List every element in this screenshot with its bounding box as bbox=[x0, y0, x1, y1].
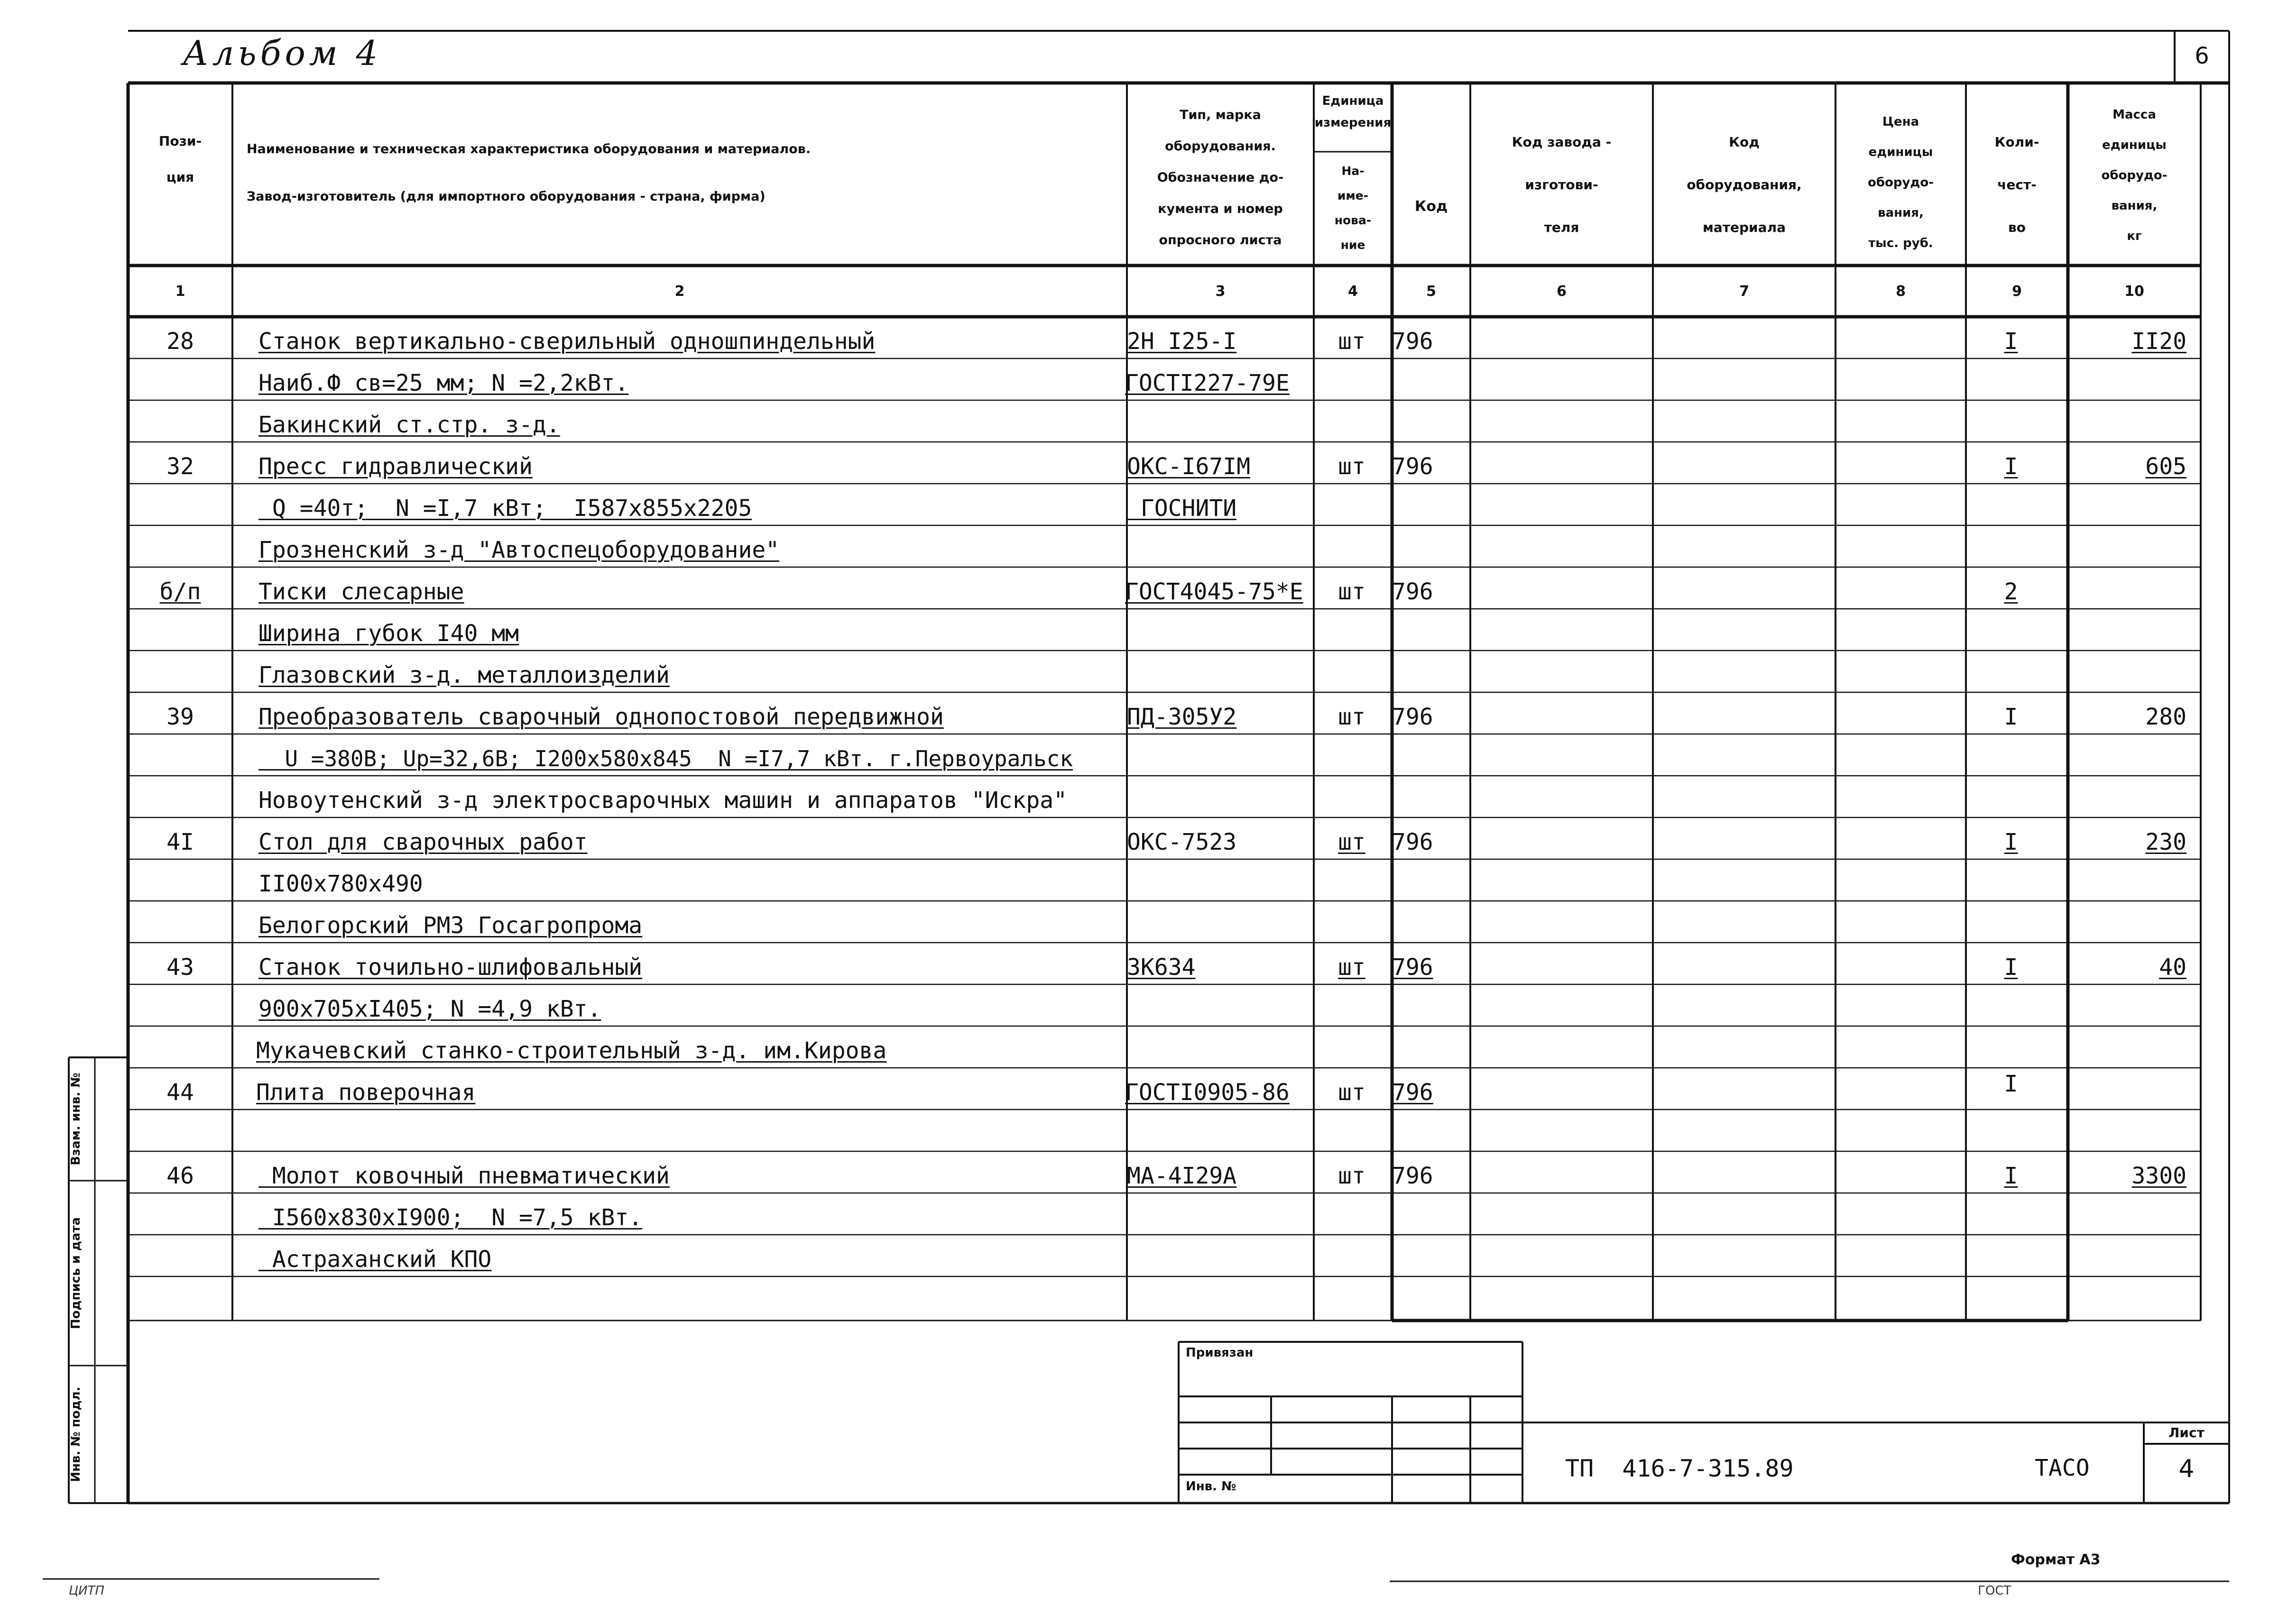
header-type: Тип, марка оборудования. Обозначение до- кумента и номер опросного листа bbox=[1157, 108, 1284, 248]
row-quantity: I bbox=[2004, 954, 2018, 981]
corner-page-number: 6 bbox=[2195, 43, 2209, 69]
table-row bbox=[0, 1151, 2269, 1193]
side-stamp-podpis: Подпись и дата bbox=[69, 1217, 83, 1330]
table-row bbox=[0, 484, 2269, 525]
row-type: 2Н I25-I bbox=[1127, 328, 1237, 355]
header-unit-name: На- име- нова- ние bbox=[1334, 164, 1372, 252]
row-name: Стол для сварочных работ bbox=[258, 829, 588, 855]
row-quantity: I bbox=[2004, 453, 2018, 480]
table-row bbox=[0, 525, 2269, 567]
column-number: 1 bbox=[175, 283, 185, 300]
row-name: Наиб.Ф св=25 мм; N =2,2кВт. bbox=[258, 370, 629, 396]
table-row bbox=[0, 317, 2269, 358]
row-name: Станок точильно-шлифовальный bbox=[258, 954, 643, 981]
column-number: 6 bbox=[1557, 283, 1567, 300]
table-row bbox=[0, 901, 2269, 943]
header-price: Цена единицы оборудо- вания, тыс. руб. bbox=[1867, 115, 1934, 250]
row-unit: шт bbox=[1338, 1079, 1365, 1106]
header-equipment-code: Код оборудования, материала bbox=[1687, 134, 1802, 235]
row-unit-code: 796 bbox=[1392, 954, 1433, 981]
row-unit: шт bbox=[1338, 1163, 1365, 1189]
header-manufacturer-code: Код завода - изготови- теля bbox=[1512, 134, 1612, 235]
table-row bbox=[0, 609, 2269, 651]
column-number: 5 bbox=[1426, 283, 1436, 300]
footer-right-stamp: ГОСТ bbox=[1978, 1584, 2011, 1598]
row-mass: 40 bbox=[2159, 954, 2186, 981]
row-mass: 3300 bbox=[2131, 1163, 2186, 1189]
table-row bbox=[0, 1026, 2269, 1068]
header-position: Пози- ция bbox=[158, 133, 202, 185]
row-name: I560х830хI900; N =7,5 кВт. bbox=[258, 1204, 643, 1231]
row-name: Q =40т; N =I,7 кВт; I587х855х2205 bbox=[258, 495, 752, 522]
row-unit: шт bbox=[1338, 954, 1365, 981]
row-unit-code: 796 bbox=[1392, 1079, 1433, 1106]
row-position: б/п bbox=[159, 578, 201, 605]
row-position: 28 bbox=[166, 328, 194, 355]
table-row bbox=[0, 1193, 2269, 1235]
table-row bbox=[0, 943, 2269, 984]
row-name: Станок вертикально-сверильный одношпиндельный bbox=[258, 328, 876, 355]
table-row bbox=[0, 358, 2269, 400]
row-mass: 605 bbox=[2145, 453, 2186, 480]
column-number: 2 bbox=[674, 283, 685, 300]
row-name: II00х780х490 bbox=[258, 871, 423, 897]
row-name: U =380В; Uр=32,6В; I200х580х845 N =I7,7 кВт. г.Первоуральск bbox=[258, 746, 1073, 771]
row-unit: шт bbox=[1338, 829, 1365, 855]
row-position: 44 bbox=[166, 1079, 194, 1106]
column-number: 3 bbox=[1215, 283, 1226, 300]
row-type: ГОСНИТИ bbox=[1127, 495, 1237, 522]
row-name: Бакинский ст.стр. з-д. bbox=[258, 412, 560, 438]
side-stamp-inv-podl: Инв. № подл. bbox=[69, 1386, 83, 1482]
row-unit: шт bbox=[1338, 704, 1365, 730]
row-name: Астраханский КПО bbox=[258, 1246, 492, 1273]
row-position: 43 bbox=[166, 954, 194, 981]
table-row bbox=[0, 984, 2269, 1026]
row-type: МА-4I29А bbox=[1127, 1163, 1237, 1189]
row-type: ГОСТI0905-86 bbox=[1125, 1079, 1290, 1106]
row-quantity: I bbox=[2004, 1071, 2018, 1097]
title-block-privyazan: Привязан bbox=[1186, 1346, 1254, 1360]
table-row bbox=[0, 400, 2269, 442]
row-mass: II20 bbox=[2131, 328, 2186, 355]
row-name: Тиски слесарные bbox=[258, 578, 464, 605]
row-type: ГОСТ4045-75*Е bbox=[1125, 578, 1303, 605]
row-position: 46 bbox=[166, 1163, 194, 1189]
row-quantity: I bbox=[2004, 829, 2018, 855]
row-unit: шт bbox=[1338, 328, 1365, 355]
column-number: 10 bbox=[2124, 283, 2144, 300]
row-quantity: I bbox=[2004, 704, 2018, 730]
row-name: Пресс гидравлический bbox=[258, 453, 533, 480]
format-label: Формат А3 bbox=[2011, 1551, 2101, 1568]
row-type: ОКС-7523 bbox=[1127, 829, 1237, 855]
row-position: 32 bbox=[166, 453, 194, 480]
table-row bbox=[0, 442, 2269, 484]
table-row bbox=[0, 692, 2269, 734]
row-unit-code: 796 bbox=[1392, 704, 1433, 730]
table-row bbox=[0, 776, 2269, 817]
row-name: Глазовский з-д. металлоизделий bbox=[258, 662, 670, 688]
header-name: Наименование и техническая характеристика оборудования и материалов. Завод-изготовитель (для импортного оборудования - страна, фирма) bbox=[247, 142, 811, 204]
row-type: 3К634 bbox=[1127, 954, 1196, 981]
row-quantity: 2 bbox=[2004, 578, 2018, 605]
row-type: ПД-305У2 bbox=[1127, 704, 1237, 730]
row-type: ГОСТI227-79Е bbox=[1125, 370, 1290, 396]
row-position: 4I bbox=[166, 829, 194, 855]
table-row bbox=[0, 1068, 2269, 1110]
title-block-inv-no: Инв. № bbox=[1186, 1479, 1236, 1494]
sheet-label: Лист bbox=[2168, 1425, 2204, 1440]
header-unit-group: Единица измерения bbox=[1314, 94, 1392, 130]
table-row bbox=[0, 651, 2269, 692]
row-name: 900х705хI405; N =4,9 кВт. bbox=[258, 996, 601, 1022]
row-name: Ширина губок I40 мм bbox=[258, 620, 519, 647]
table-row bbox=[0, 567, 2269, 609]
side-stamp-vzam: Взам. инв. № bbox=[69, 1073, 83, 1165]
row-name: Грозненский з-д "Автоспецоборудование" bbox=[258, 537, 780, 563]
row-position: 39 bbox=[166, 704, 194, 730]
table-row bbox=[0, 734, 2269, 776]
row-unit-code: 796 bbox=[1392, 578, 1433, 605]
row-name: Белогорский РМЗ Госагропрома bbox=[258, 912, 643, 939]
column-number: 4 bbox=[1348, 283, 1358, 300]
row-unit: шт bbox=[1338, 453, 1365, 480]
row-unit-code: 796 bbox=[1392, 453, 1433, 480]
section-code: ТАСО bbox=[2035, 1455, 2090, 1481]
row-name: Молот ковочный пневматический bbox=[258, 1163, 670, 1189]
album-label: Альбом 4 bbox=[183, 33, 382, 73]
row-quantity: I bbox=[2004, 1163, 2018, 1189]
table-row bbox=[0, 817, 2269, 859]
row-mass: 280 bbox=[2145, 704, 2186, 730]
row-unit-code: 796 bbox=[1392, 328, 1433, 355]
header-quantity: Коли- чест- во bbox=[1994, 134, 2039, 235]
row-unit: шт bbox=[1338, 578, 1365, 605]
footer-left-stamp: ЦИТП bbox=[69, 1584, 105, 1598]
sheet-number: 4 bbox=[2178, 1455, 2195, 1483]
document-code: ТП 416-7-315.89 bbox=[1565, 1455, 1794, 1482]
row-unit-code: 796 bbox=[1392, 1163, 1433, 1189]
table-row bbox=[0, 1110, 2269, 1151]
column-number: 9 bbox=[2012, 283, 2022, 300]
row-mass: 230 bbox=[2145, 829, 2186, 855]
table-row bbox=[0, 1235, 2269, 1276]
header-unit-code: Код bbox=[1414, 198, 1448, 215]
column-number: 7 bbox=[1739, 283, 1749, 300]
row-quantity: I bbox=[2004, 328, 2018, 355]
row-type: ОКС-I67IМ bbox=[1127, 453, 1251, 480]
row-unit-code: 796 bbox=[1392, 829, 1433, 855]
column-number: 8 bbox=[1896, 283, 1906, 300]
header-mass: Масса единицы оборудо- вания, кг bbox=[2101, 108, 2168, 243]
row-name: Плита поверочная bbox=[256, 1079, 476, 1106]
row-position bbox=[128, 358, 232, 400]
row-name: Преобразователь сварочный однопостовой передвижной bbox=[258, 704, 944, 730]
row-name: Мукачевский станко-строительный з-д. им.Кирова bbox=[256, 1037, 887, 1064]
row-name: Новоутенский з-д электросварочных машин и аппаратов "Искра" bbox=[258, 787, 1068, 814]
table-row bbox=[0, 859, 2269, 901]
